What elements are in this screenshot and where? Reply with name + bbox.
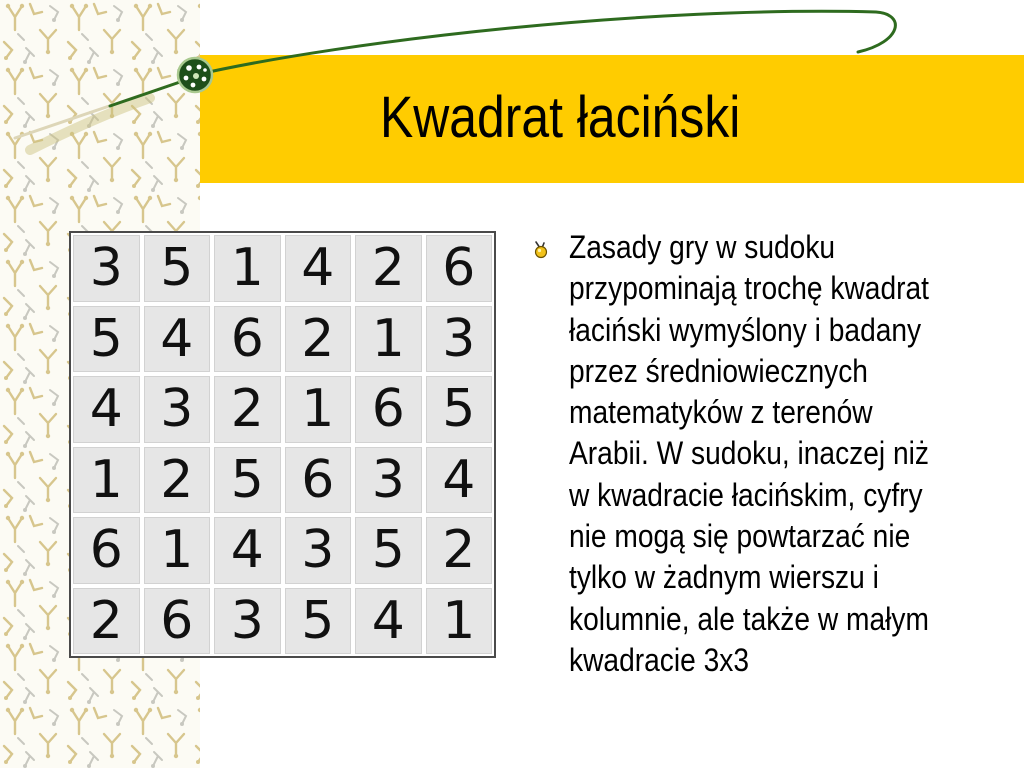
grid-cell: 1 [214,235,281,302]
grid-cell: 5 [144,235,211,302]
bullet-text-line: łaciński wymyślony i badany [569,311,922,348]
grid-cell: 4 [144,306,211,373]
grid-cell: 3 [214,588,281,655]
grid-cell: 4 [73,376,140,443]
grid-cell: 3 [285,517,352,584]
grid-cell: 6 [144,588,211,655]
bullet-text-line: tylko w żadnym wierszu i [569,559,879,596]
grid-cell: 5 [285,588,352,655]
grid-cell: 4 [285,235,352,302]
grid-cell: 3 [73,235,140,302]
grid-cell: 2 [214,376,281,443]
bullet-text-line: kwadracie 3x3 [569,641,750,678]
grid-cell: 4 [214,517,281,584]
bullet-text [569,227,929,681]
grid-cell: 1 [144,517,211,584]
bullet-text-line: matematyków z terenów [569,394,873,431]
bullet-text-line: przez średniowiecznych [569,352,868,389]
grid-cell: 6 [214,306,281,373]
grid-cell: 6 [285,447,352,514]
grid-cell: 3 [426,306,493,373]
bullet-text-line: kolumnie, ale także w małym [569,600,929,637]
bullet-text-line: Zasady gry w sudoku [569,229,836,265]
grid-cell: 4 [426,447,493,514]
grid-cell: 2 [144,447,211,514]
grid-cell: 5 [214,447,281,514]
grid-cell: 6 [426,235,493,302]
grid-cell: 2 [73,588,140,655]
bullet-text-line: nie mogą się powtarzać nie [569,518,911,555]
grid-cell: 6 [73,517,140,584]
grid-cell: 5 [426,376,493,443]
bullet-text-line: w kwadracie łacińskim, cyfry [569,476,923,513]
grid-cell: 1 [285,376,352,443]
grid-cell: 3 [355,447,422,514]
grid-cell: 1 [355,306,422,373]
grid-cell: 2 [285,306,352,373]
grid-cell: 6 [355,376,422,443]
grid-cell: 5 [355,517,422,584]
grid-cell: 1 [73,447,140,514]
grid-cell: 4 [355,588,422,655]
grid-cell: 2 [355,235,422,302]
slide-title: Kwadrat łaciński [380,85,741,150]
bullet-text-line: przypominają trochę kwadrat [569,270,929,307]
grid-cell: 3 [144,376,211,443]
bullet-pin-icon [531,240,551,260]
grid-cell: 2 [426,517,493,584]
grid-cell: 5 [73,306,140,373]
latin-square-grid [69,231,496,658]
bullet-text-line: Arabii. W sudoku, inaczej niż [569,435,929,472]
grid-cell: 1 [426,588,493,655]
